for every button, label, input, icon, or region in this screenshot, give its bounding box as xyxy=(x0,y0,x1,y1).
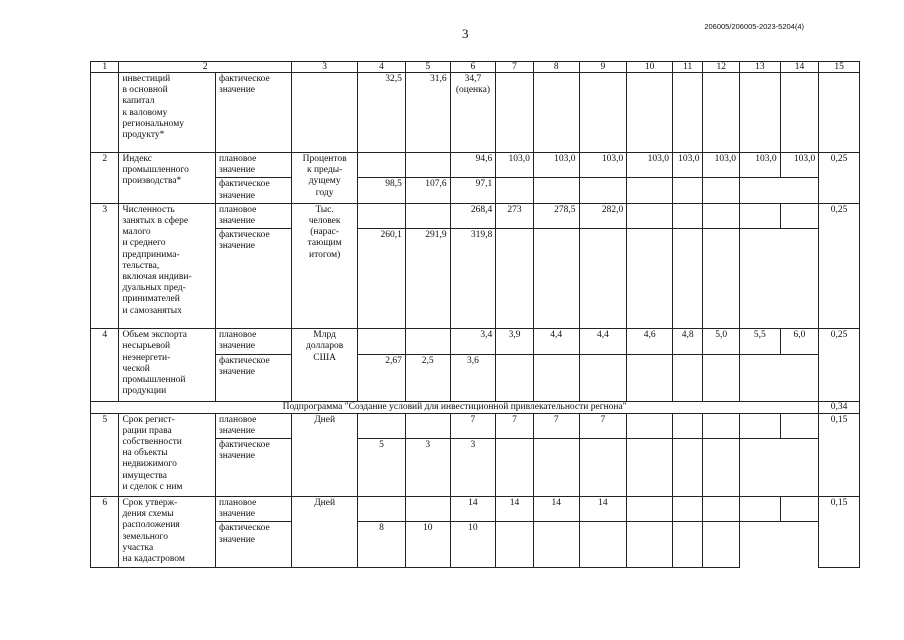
value-type: фактическое значение xyxy=(215,354,291,401)
weight-cell: 0,25 xyxy=(819,153,860,204)
value-cell: 10 xyxy=(405,522,450,568)
value-cell: 32,5 xyxy=(358,73,406,153)
col-header: 8 xyxy=(533,62,579,73)
weight-cell: 0,25 xyxy=(819,203,860,328)
indicator-name: инвестиций в основной капитал к валовому региональному продукту* xyxy=(119,73,216,153)
col-header: 14 xyxy=(780,62,819,73)
value-cell: 4,8 xyxy=(672,329,702,354)
page-number: 3 xyxy=(462,26,469,41)
value-cell: 31,6 xyxy=(405,73,450,153)
value-cell: 7 xyxy=(533,413,579,438)
col-header: 5 xyxy=(405,62,450,73)
value-cell: 103,0 xyxy=(533,153,579,178)
subprogram-row xyxy=(91,401,860,413)
unit-cell: Дней xyxy=(292,413,358,496)
weight-cell: 0,34 xyxy=(819,401,860,413)
value-cell: 14 xyxy=(533,497,579,522)
column-numbers-row xyxy=(91,62,860,73)
col-header: 12 xyxy=(703,62,740,73)
value-type: плановое значение xyxy=(215,203,291,228)
value-cell: 34,7 (оценка) xyxy=(450,73,496,153)
unit-cell: Процентов к преды- дущему году xyxy=(292,153,358,204)
value-cell: 268,4 xyxy=(450,203,496,228)
unit-cell: Млрд долларов США xyxy=(292,329,358,401)
value-cell: 103,0 xyxy=(627,153,673,178)
col-header: 3 xyxy=(292,62,358,73)
row-number: 6 xyxy=(91,497,119,568)
value-cell: 14 xyxy=(450,497,496,522)
indicator-name: Объем экспорта несырьевой неэнергети- ческой промышленной продукции xyxy=(119,329,216,401)
value-cell: 94,6 xyxy=(450,153,496,178)
value-cell: 273 xyxy=(496,203,534,228)
value-cell: 10 xyxy=(450,522,496,568)
indicator-name: Численность занятых в сфере малого и среднего предпринима- тельства, включая индиви- дуальных пред- принимателей и самозанятых xyxy=(119,203,216,328)
value-type: плановое значение xyxy=(215,329,291,354)
row-number: 2 xyxy=(91,153,119,204)
col-header: 2 xyxy=(119,62,292,73)
indicator-name: Срок утверж- дения схемы расположения земельного участка на кадастровом xyxy=(119,497,216,568)
row-number: 5 xyxy=(91,413,119,496)
value-cell: 103,0 xyxy=(740,153,781,178)
value-type: фактическое значение xyxy=(215,522,291,568)
col-header: 1 xyxy=(91,62,119,73)
value-cell: 4,6 xyxy=(627,329,673,354)
value-cell: 14 xyxy=(496,497,534,522)
value-cell: 103,0 xyxy=(703,153,740,178)
indicator-name: Срок регист- рации права собственности на объекты недвижимого имущества и сделок с ним xyxy=(119,413,216,496)
table-row xyxy=(91,329,860,354)
table-row xyxy=(91,73,860,153)
value-cell: 7 xyxy=(450,413,496,438)
value-cell: 103,0 xyxy=(780,153,819,178)
value-cell: 103,0 xyxy=(672,153,702,178)
value-type: плановое значение xyxy=(215,497,291,522)
weight-cell: 0,25 xyxy=(819,329,860,401)
value-cell: 5,0 xyxy=(703,329,740,354)
weight-cell: 0,15 xyxy=(819,413,860,496)
value-cell: 14 xyxy=(579,497,627,522)
value-cell: 2,5 xyxy=(405,354,450,401)
value-cell: 3,6 xyxy=(450,354,496,401)
document-id: 206005/206005-2023-5204(4) xyxy=(704,22,804,31)
value-cell: 4,4 xyxy=(579,329,627,354)
row-number: 3 xyxy=(91,203,119,328)
col-header: 4 xyxy=(358,62,406,73)
value-cell: 8 xyxy=(358,522,406,568)
value-cell: 5 xyxy=(358,439,406,497)
value-cell: 260,1 xyxy=(358,229,406,329)
value-type: плановое значение xyxy=(215,153,291,178)
value-cell: 98,5 xyxy=(358,178,406,203)
subprogram-title: Подпрограмма "Создание условий для инвестиционной привлекательности регнона" xyxy=(91,401,819,413)
table-row xyxy=(91,153,860,178)
value-cell: 103,0 xyxy=(579,153,627,178)
value-cell: 278,5 xyxy=(533,203,579,228)
indicators-table xyxy=(90,61,860,568)
unit-cell: Дней xyxy=(292,497,358,568)
value-type: фактическое значение xyxy=(215,439,291,497)
value-cell: 3,9 xyxy=(496,329,534,354)
col-header: 11 xyxy=(672,62,702,73)
value-cell: 103,0 xyxy=(496,153,534,178)
row-number: 4 xyxy=(91,329,119,401)
value-cell: 3 xyxy=(405,439,450,497)
table-row xyxy=(91,413,860,438)
unit-cell: Тыс. человек (нарас- тающим итогом) xyxy=(292,203,358,328)
value-cell: 319,8 xyxy=(450,229,496,329)
value-type: фактическое значение xyxy=(215,229,291,329)
value-type: плановое значение xyxy=(215,413,291,438)
value-cell: 4,4 xyxy=(533,329,579,354)
col-header: 7 xyxy=(496,62,534,73)
value-cell: 5,5 xyxy=(740,329,781,354)
value-type: фактическое значение xyxy=(215,178,291,203)
col-header: 13 xyxy=(740,62,781,73)
col-header: 9 xyxy=(579,62,627,73)
indicator-name: Индекс промышленного производства* xyxy=(119,153,216,204)
col-header: 15 xyxy=(819,62,860,73)
value-cell: 7 xyxy=(496,413,534,438)
value-cell: 3 xyxy=(450,439,496,497)
value-type: фактическое значение xyxy=(215,73,291,153)
weight-cell: 0,15 xyxy=(819,497,860,568)
value-cell: 6,0 xyxy=(780,329,819,354)
col-header: 6 xyxy=(450,62,496,73)
value-cell: 291,9 xyxy=(405,229,450,329)
value-cell: 107,6 xyxy=(405,178,450,203)
value-cell: 7 xyxy=(579,413,627,438)
col-header: 10 xyxy=(627,62,673,73)
table-row xyxy=(91,203,860,228)
value-cell: 282,0 xyxy=(579,203,627,228)
value-cell: 2,67 xyxy=(358,354,406,401)
value-cell: 97,1 xyxy=(450,178,496,203)
table-row xyxy=(91,497,860,522)
value-cell: 3,4 xyxy=(450,329,496,354)
